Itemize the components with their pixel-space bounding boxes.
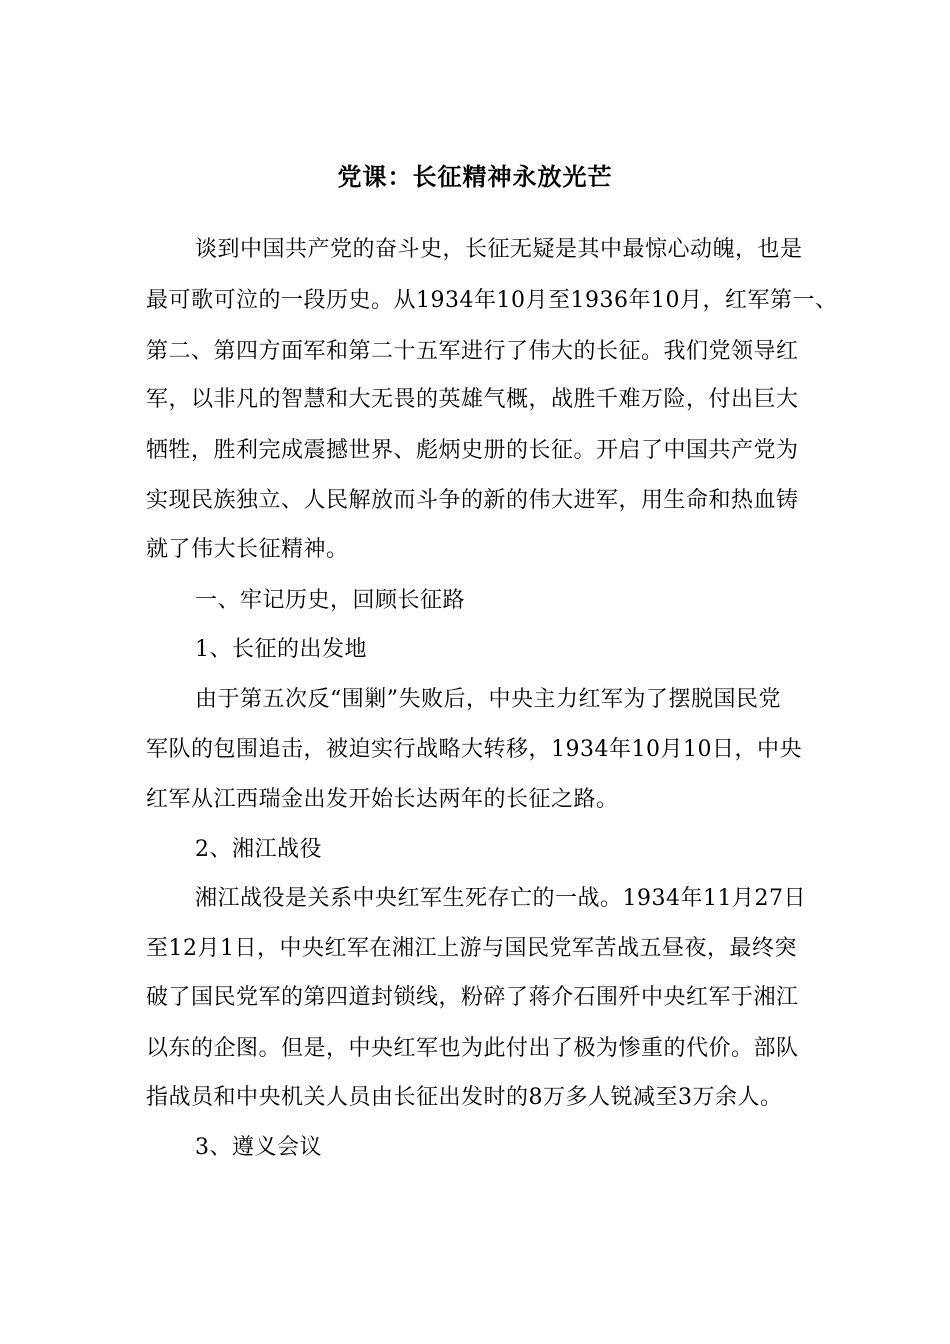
paragraph-line: 由于第五次反“围剿”失败后，中央主力红军为了摆脱国民党: [195, 687, 781, 712]
paragraph-line: 军队的包围追击，被迫实行战略大转移，1934年10月10日，中央: [146, 737, 802, 762]
paragraph-line: 破了国民党军的第四道封锁线，粉碎了蒋介石围歼中央红军于湘江: [146, 985, 799, 1010]
paragraph-line: 就了伟大长征精神。: [146, 537, 349, 562]
paragraph-line: 最可歌可泣的一段历史。从1934年10月至1936年10月，红军第一、: [146, 288, 838, 313]
paragraph-line: 至12月1日，中央红军在湘江上游与国民党军苦战五昼夜，最终突: [146, 936, 797, 961]
paragraph-line: 牺牲，胜利完成震撼世界、彪炳史册的长征。开启了中国共产党为: [146, 438, 799, 463]
paragraph-line: 指战员和中央机关人员由长征出发时的8万多人锐减至3万余人。: [146, 1085, 783, 1110]
paragraph-line: 红军从江西瑞金出发开始长达两年的长征之路。: [146, 787, 619, 812]
paragraph-line: 实现民族独立、人民解放而斗争的新的伟大进军，用生命和热血铸: [146, 488, 799, 513]
subsection-heading: 2、湘江战役: [195, 837, 322, 862]
section-heading: 一、牢记历史，回顾长征路: [195, 588, 466, 613]
paragraph-line: 军，以非凡的智慧和大无畏的英雄气概，战胜千难万险，付出巨大: [146, 387, 799, 412]
paragraph-line: 以东的企图。但是，中央红军也为此付出了极为惨重的代价。部队: [146, 1036, 799, 1061]
document-title: 党课：长征精神永放光芒: [337, 162, 613, 191]
subsection-heading: 3、遵义会议: [195, 1135, 322, 1160]
paragraph-line: 第二、第四方面军和第二十五军进行了伟大的长征。我们党领导红: [146, 339, 799, 364]
paragraph-line: 谈到中国共产党的奋斗史，长征无疑是其中最惊心动魄，也是: [195, 237, 803, 262]
subsection-heading: 1、长征的出发地: [195, 637, 367, 662]
paragraph-line: 湘江战役是关系中央红军生死存亡的一战。1934年11月27日: [195, 886, 806, 911]
